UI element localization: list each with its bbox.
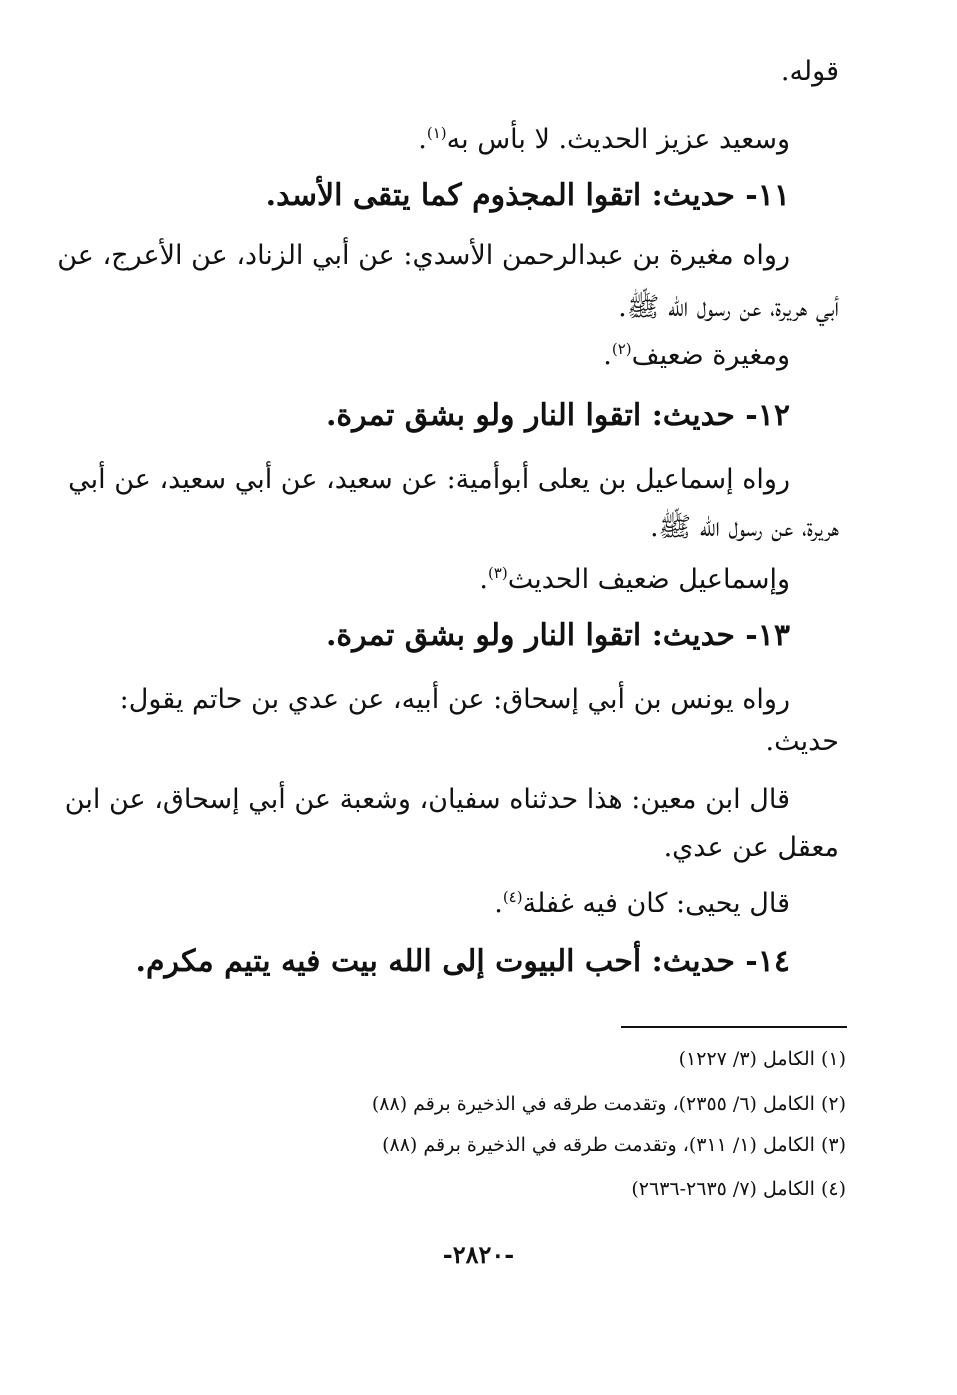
hadith-heading: ١٢- حديث: اتقوا النار ولو بشق تمرة. [325,398,790,433]
footnote: (١) الكامل (٣/ ١٢٢٧) [678,1048,846,1070]
text-line [80,876,790,932]
text-line: رواه مغيرة بن عبدالرحمن الأسدي: عن أبي الزناد، عن الأعرج، عن [57,240,790,271]
footnote: (٤) الكامل (٧/ ٢٦٣٥-٢٦٣٦) [631,1178,846,1200]
end-dot: . [479,564,488,595]
text-segment: ومغيرة ضعيف [631,340,790,371]
text-line [80,552,790,608]
footnote-ref: (٤) [502,888,523,906]
text-line [80,112,790,168]
footnote: (٢) الكامل (٦/ ٢٣٥٥)، وتقدمت طرقه في الذخيرة برقم (٨٨) [371,1093,846,1115]
text-segment: وإسماعيل ضعيف الحديث [507,564,790,595]
page-number: -٢٨٢٠- [442,1240,515,1269]
hadith-heading: ١٣- حديث: اتقوا النار ولو بشق تمرة. [325,618,790,653]
end-dot: . [603,340,612,371]
text-line [80,328,790,384]
end-dot: . [494,888,503,919]
footnote-ref: (١) [426,124,447,142]
text-line: أبي هريرة، عن رسول الله ﷺ. [618,292,839,323]
end-dot: . [418,124,427,155]
hadith-heading: ١٤- حديث: أحب البيوت إلى الله بيت فيه يتيم مكرم. [135,944,790,979]
footnote-ref: (٣) [487,564,508,582]
text-line: هريرة، عن رسول الله ﷺ. [649,512,839,543]
footnote: (٣) الكامل (١/ ٣١١)، وتقدمت طرقه في الذخيرة برقم (٨٨) [382,1134,846,1156]
text-line: رواه يونس بن أبي إسحاق: عن أبيه، عن عدي بن حاتم يقول: [119,684,790,715]
hadith-heading: ١١- حديث: اتقوا المجذوم كما يتقى الأسد. [265,178,790,213]
text-line: رواه إسماعيل بن يعلى أبوأمية: عن سعيد، عن أبي سعيد، عن أبي [68,464,790,495]
text-line: معقل عن عدي. [663,832,839,863]
text-line: قوله. [780,56,839,87]
footnote-separator [621,1026,847,1028]
footnote-ref: (٢) [611,340,632,358]
text-segment: قال يحيى: كان فيه غفلة [522,888,790,919]
text-line: حديث. [765,726,839,757]
text-segment: وسعيد عزيز الحديث. لا بأس به [446,124,790,155]
text-line: قال ابن معين: هذا حدثناه سفيان، وشعبة عن أبي إسحاق، عن ابن [64,784,790,815]
